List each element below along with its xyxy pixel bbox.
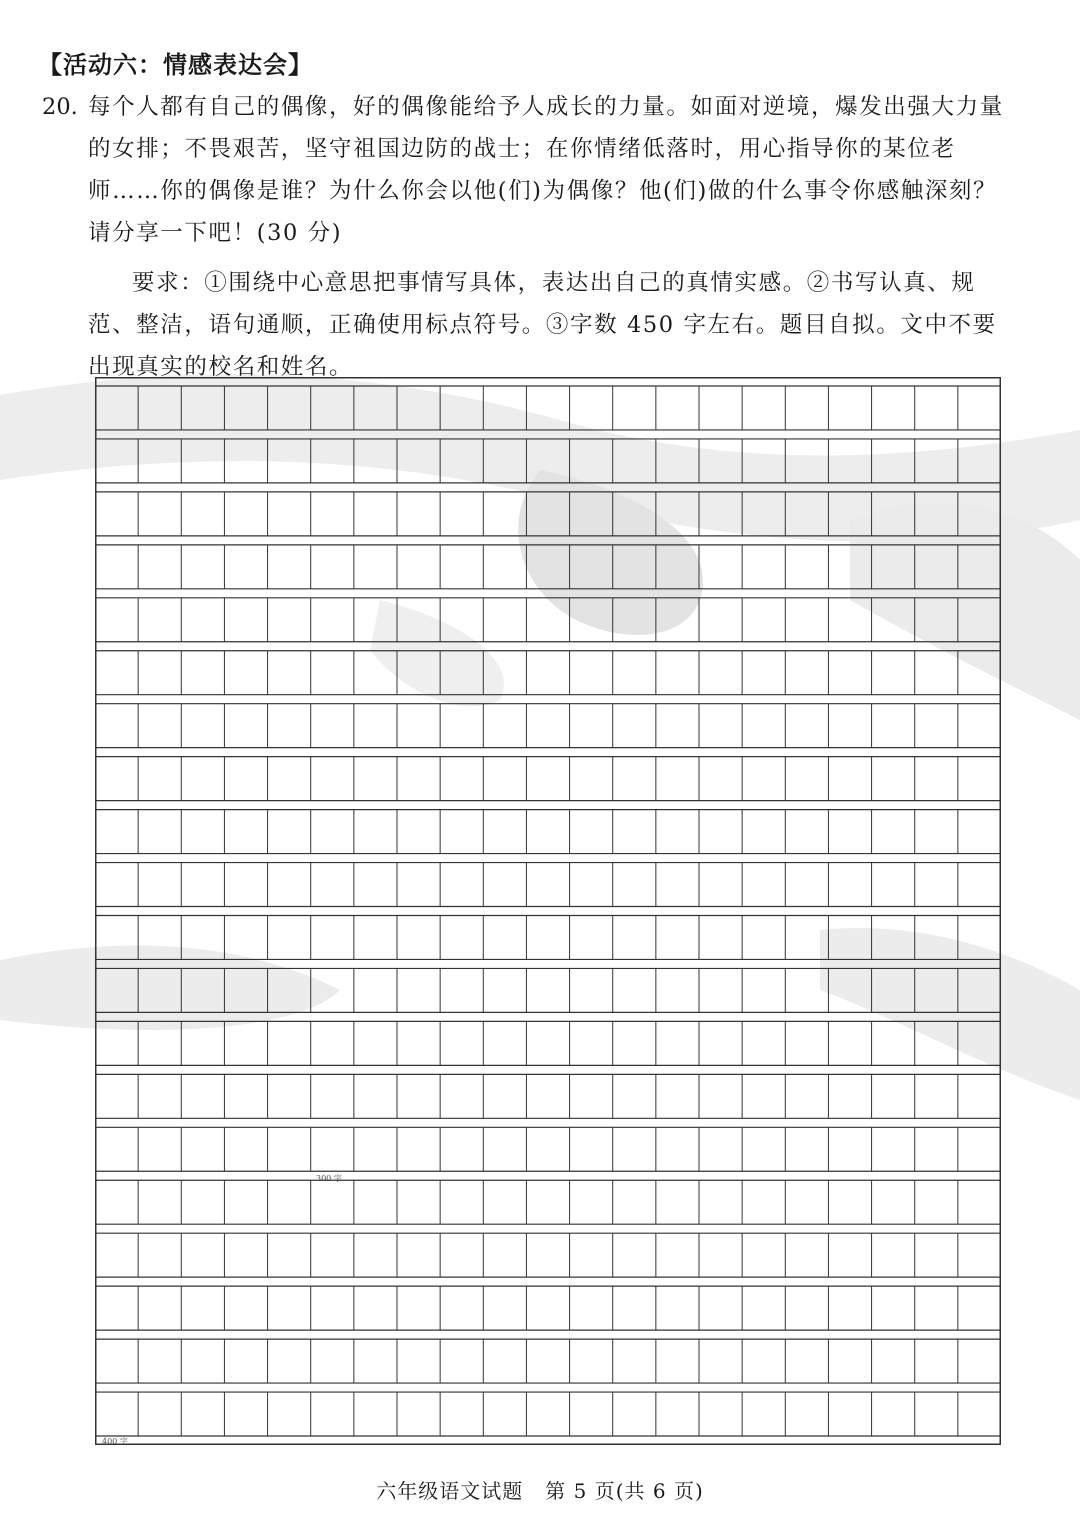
page-footer [0, 1475, 1080, 1504]
question-block [42, 86, 1012, 388]
writing-grid[interactable] [95, 377, 1001, 1445]
exam-title: 六年级语文试题 [376, 1479, 524, 1503]
word-count-marker-400: 400 字 [102, 1437, 128, 1446]
question-requirement: 要求：①围绕中心意思把事情写具体，表达出自己的真情实感。②书写认真、规范、整洁，语句通顺，正确使用标点符号。③字数 450 字左右。题目自拟。文中不要出现真实的校名和姓名。 [88, 270, 997, 380]
page-number: 第 5 页(共 6 页) [545, 1479, 704, 1503]
grid-frame [96, 378, 1001, 1445]
word-count-marker-300: 300 字 [316, 1174, 342, 1183]
question-prompt: 每个人都有自己的偶像，好的偶像能给予人成长的力量。如面对逆境，爆发出强大力量的女排；不畏艰苦，坚守祖国边防的战士；在你情绪低落时，用心指导你的某位老师……你的偶像是谁？为什么你会以他(们)为偶像？他(们)做的什么事令你感触深刻？请分享一下吧！(30 分) [88, 94, 1004, 246]
question-number: 20. [42, 94, 78, 120]
section-heading: 【活动六：情感表达会】 [38, 51, 313, 79]
